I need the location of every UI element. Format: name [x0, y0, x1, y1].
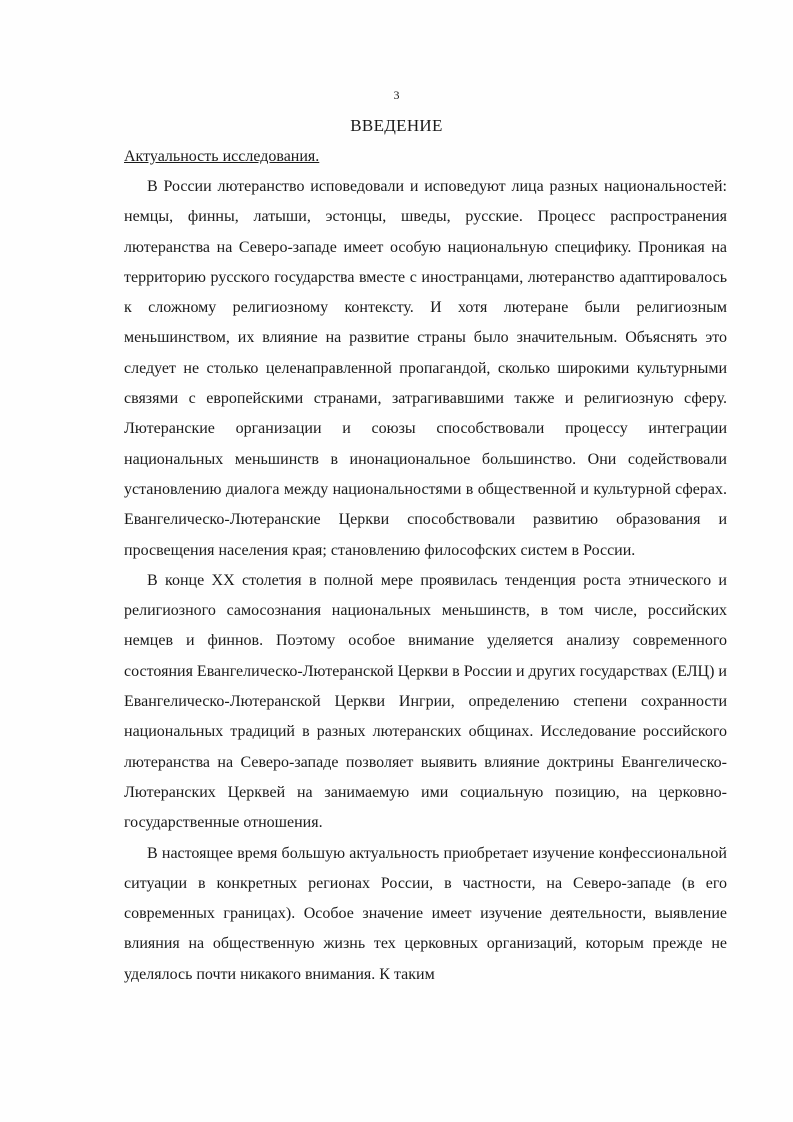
page-title: ВВЕДЕНИЕ: [350, 116, 443, 135]
paragraph: В конце XX столетия в полной мере проявилась тенденция роста этнического и религиозного самосознания национальных меньшинств, в том числе, российских немцев и финнов. Поэтому особое внимание уделяется анализу современного состояния Евангелическо-Лютеранской Церкви в России и других государствах (ЕЛЦ) и Евангелическо-Лютеранской Церкви Ингрии, определению степени сохранности национальных традиций в разных лютеранских общинах. Исследование российского лютеранства на Северо-западе позволяет выявить влияние доктрины Евангелическо-Лютеранских Церквей на занимаемую ими социальную позицию, на церковно-государственные отношения.: [124, 571, 727, 832]
page-number: 3: [393, 88, 400, 102]
paragraph: В настоящее время большую актуальность приобретает изучение конфессиональной ситуации в конкретных регионах России, в частности, на Северо-западе (в его современных границах). Особое значение имеет изучение деятельности, выявление влияния на общественную жизнь тех церковных организаций, которым прежде не уделялось почти никакого внимания. К таким: [124, 844, 727, 983]
section-title: Актуальность исследования.: [124, 148, 320, 165]
paragraph: В России лютеранство исповедовали и исповедуют лица разных национальностей: немцы, финны, латыши, эстонцы, шведы, русские. Процесс распространения лютеранства на Северо-западе имеет особую национальную специфику. Проникая на территорию русского государства вместе с иностранцами, лютеранство адаптировалось к сложному религиозному контексту. И хотя лютеране были религиозным меньшинством, их влияние на развитие страны было значительным. Объяснять это следует не столько целенаправленной пропагандой, сколько широкими культурными связями с европейскими странами, затрагивавшими также и религиозную сферу. Лютеранские организации и союзы способствовали процессу интеграции национальных меньшинств в инонациональное большинство. Они содействовали установлению диалога между национальностями в общественной и культурной сферах. Евангелическо-Лютеранские Церкви способствовали развитию образования и просвещения населения края; становлению философских систем в России.: [124, 178, 727, 559]
body-text: [124, 172, 727, 990]
